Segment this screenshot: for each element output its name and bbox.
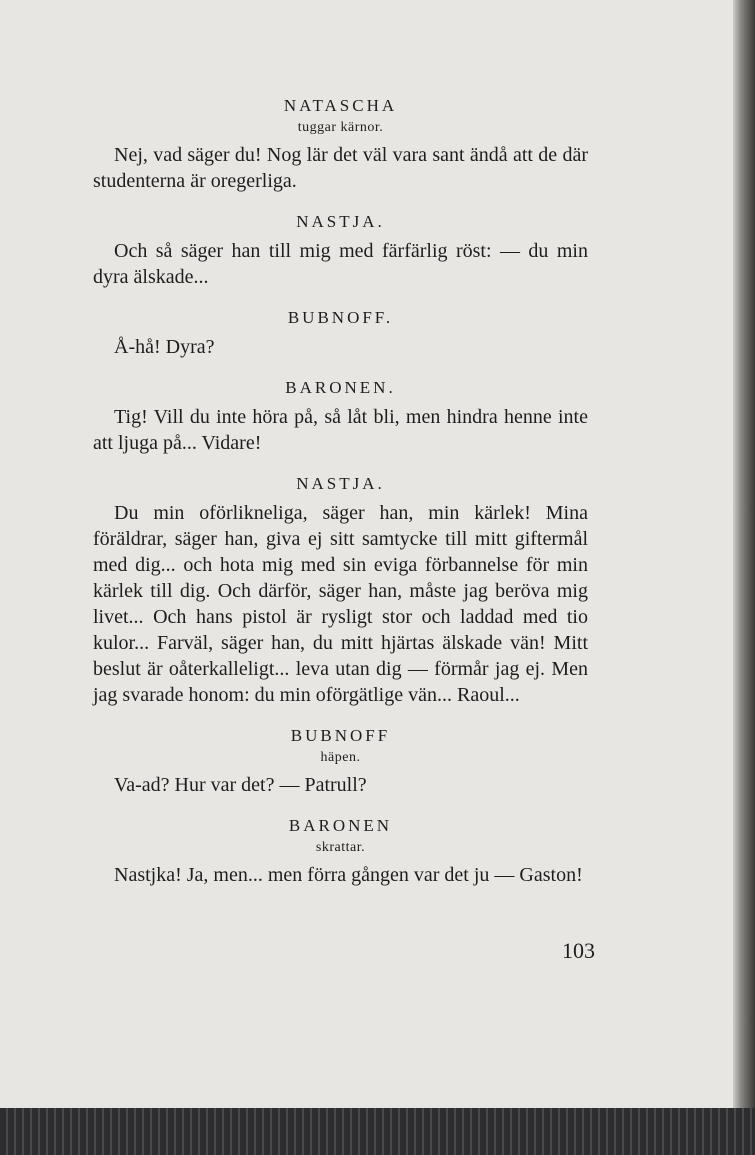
speech-paragraph: Nej, vad säger du! Nog lär det väl vara sant ändå att de där studenterna är oregerliga. [93,144,588,192]
speaker-name: BUBNOFF [290,726,391,745]
speech-paragraph: Du min oförlikneliga, säger han, min kärlek! Mina föräldrar, säger han, giva ej sitt samtycke till mitt giftermål med dig... och hota mig med sin eviga förbannelse för min kärlek till dig. Och därför, säger han, måste jag beröva mig livet... Och hans pistol är rysligt stor och laddad med tio kulor... Farväl, säger han, du mitt hjärtas älskade vän! Mitt beslut är oåterkalleligt... leva utan dig — förmår jag ej. Men jag svarade honom: du min oförgätlige vän... Raoul... [93,502,588,706]
speech-paragraph: Va-ad? Hur var det? — Patrull? [114,774,367,796]
speaker-name: NASTJA. [296,212,385,231]
page-number: 103 [562,938,595,963]
speaker-name: BARONEN [288,816,393,835]
dialogue-text [93,94,588,888]
speaker-name: NASTJA. [296,474,385,493]
speaker-name: NATASCHA [283,96,398,115]
speaker-name: BARONEN. [285,378,396,397]
speech-paragraph: Nastjka! Ja, men... men förra gången var det ju — Gaston! [114,864,583,886]
scanner-background [0,1108,755,1155]
stage-direction: skrattar. [315,840,366,855]
speech-paragraph: Och så säger han till mig med färfärlig röst: — du min dyra älskade... [93,240,588,288]
stage-direction: tuggar kärnor. [297,120,384,135]
speech-paragraph: Å-hå! Dyra? [114,336,215,358]
speech-paragraph: Tig! Vill du inte höra på, så låt bli, men hindra henne inte att ljuga på... Vidare! [93,406,588,454]
book-spine-shadow [733,0,755,1108]
speaker-name: BUBNOFF. [287,308,394,327]
stage-direction: häpen. [320,750,361,765]
